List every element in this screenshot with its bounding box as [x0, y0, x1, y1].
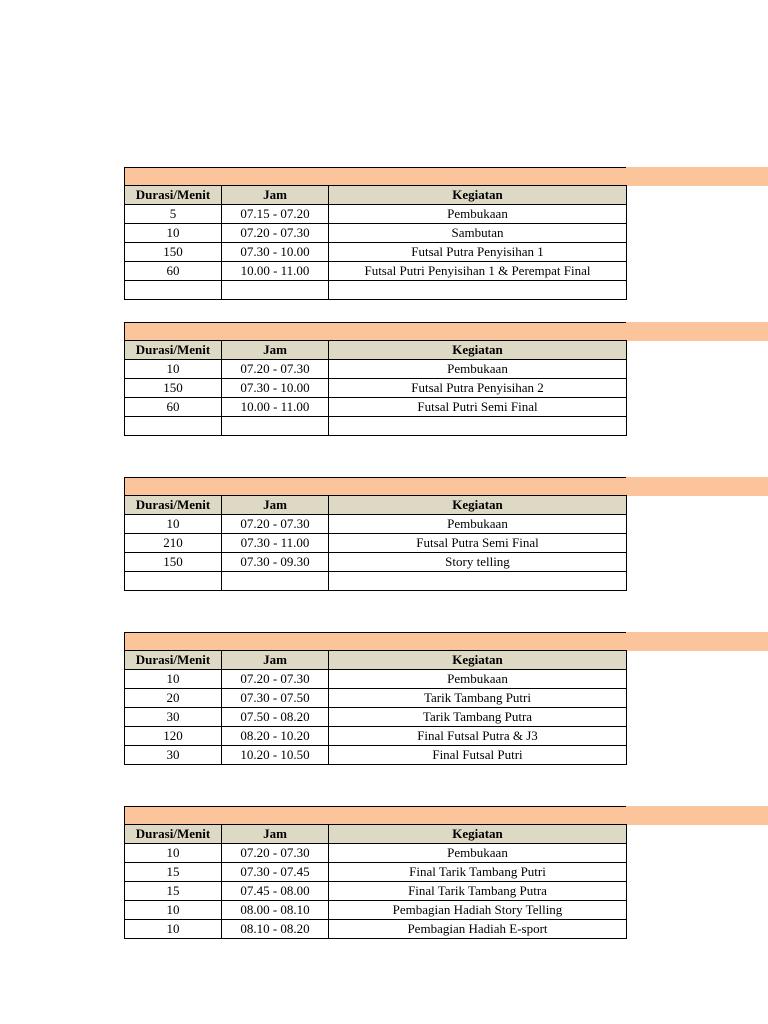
- session-header-band: [124, 322, 768, 341]
- cell-jam: 07.30 - 07.45: [222, 863, 329, 882]
- header-durasi: Durasi/Menit: [125, 496, 222, 515]
- cell-jam: 07.30 - 07.50: [222, 689, 329, 708]
- header-durasi: Durasi/Menit: [125, 186, 222, 205]
- session-header-band: [124, 477, 768, 496]
- cell-durasi: 60: [125, 262, 222, 281]
- header-kegiatan: Kegiatan: [329, 341, 627, 360]
- cell-durasi: 10: [125, 901, 222, 920]
- table-header-row: [125, 496, 627, 515]
- cell-kegiatan: Tarik Tambang Putra: [329, 708, 627, 727]
- cell-durasi: 60: [125, 398, 222, 417]
- session-header-band: [124, 806, 768, 825]
- cell-durasi: 10: [125, 515, 222, 534]
- cell-durasi: 10: [125, 224, 222, 243]
- table-row: [125, 553, 627, 572]
- band-border: [124, 322, 626, 323]
- cell-jam: [222, 572, 329, 591]
- schedule-table: [124, 824, 627, 939]
- header-durasi: Durasi/Menit: [125, 825, 222, 844]
- cell-jam: 07.20 - 07.30: [222, 844, 329, 863]
- header-kegiatan: Kegiatan: [329, 825, 627, 844]
- header-kegiatan: Kegiatan: [329, 651, 627, 670]
- table-row: [125, 746, 627, 765]
- cell-durasi: 10: [125, 670, 222, 689]
- band-border: [124, 322, 125, 341]
- band-border: [124, 477, 626, 478]
- header-kegiatan: Kegiatan: [329, 496, 627, 515]
- cell-durasi: 150: [125, 243, 222, 262]
- table-row: [125, 515, 627, 534]
- table-row: [125, 224, 627, 243]
- cell-durasi: 10: [125, 360, 222, 379]
- cell-jam: 07.20 - 07.30: [222, 224, 329, 243]
- cell-kegiatan: Futsal Putri Penyisihan 1 & Perempat Final: [329, 262, 627, 281]
- cell-kegiatan: Futsal Putri Semi Final: [329, 398, 627, 417]
- table-header-row: [125, 825, 627, 844]
- table-row: [125, 379, 627, 398]
- band-border: [124, 167, 626, 168]
- cell-durasi: 15: [125, 863, 222, 882]
- header-jam: Jam: [222, 651, 329, 670]
- cell-durasi: 210: [125, 534, 222, 553]
- schedule-table: [124, 185, 627, 300]
- cell-jam: 07.15 - 07.20: [222, 205, 329, 224]
- cell-jam: [222, 417, 329, 436]
- cell-kegiatan: Tarik Tambang Putri: [329, 689, 627, 708]
- cell-durasi: 20: [125, 689, 222, 708]
- cell-jam: 07.30 - 09.30: [222, 553, 329, 572]
- cell-durasi: 150: [125, 553, 222, 572]
- cell-kegiatan: Futsal Putra Semi Final: [329, 534, 627, 553]
- cell-durasi: 120: [125, 727, 222, 746]
- cell-jam: 07.30 - 10.00: [222, 379, 329, 398]
- cell-kegiatan: Story telling: [329, 553, 627, 572]
- cell-kegiatan: Final Tarik Tambang Putra: [329, 882, 627, 901]
- table-row: [125, 572, 627, 591]
- cell-jam: 07.45 - 08.00: [222, 882, 329, 901]
- cell-durasi: 5: [125, 205, 222, 224]
- table-row: [125, 670, 627, 689]
- cell-jam: 10.20 - 10.50: [222, 746, 329, 765]
- header-kegiatan: Kegiatan: [329, 186, 627, 205]
- cell-durasi: [125, 572, 222, 591]
- band-border: [124, 167, 125, 186]
- cell-kegiatan: [329, 572, 627, 591]
- cell-durasi: 15: [125, 882, 222, 901]
- cell-jam: 07.30 - 11.00: [222, 534, 329, 553]
- cell-jam: 07.20 - 07.30: [222, 360, 329, 379]
- table-row: [125, 417, 627, 436]
- header-durasi: Durasi/Menit: [125, 341, 222, 360]
- cell-jam: 08.20 - 10.20: [222, 727, 329, 746]
- header-jam: Jam: [222, 496, 329, 515]
- table-header-row: [125, 651, 627, 670]
- table-row: [125, 360, 627, 379]
- band-border: [124, 477, 125, 496]
- cell-jam: 07.20 - 07.30: [222, 515, 329, 534]
- cell-kegiatan: Pembukaan: [329, 205, 627, 224]
- cell-durasi: 30: [125, 746, 222, 765]
- table-row: [125, 901, 627, 920]
- cell-kegiatan: Pembukaan: [329, 844, 627, 863]
- table-row: [125, 727, 627, 746]
- cell-durasi: [125, 417, 222, 436]
- cell-jam: 08.10 - 08.20: [222, 920, 329, 939]
- cell-durasi: 150: [125, 379, 222, 398]
- header-jam: Jam: [222, 186, 329, 205]
- cell-kegiatan: Final Futsal Putra & J3: [329, 727, 627, 746]
- cell-jam: 10.00 - 11.00: [222, 262, 329, 281]
- band-border: [124, 806, 125, 825]
- table-header-row: [125, 186, 627, 205]
- header-durasi: Durasi/Menit: [125, 651, 222, 670]
- cell-kegiatan: Final Tarik Tambang Putri: [329, 863, 627, 882]
- cell-jam: 07.20 - 07.30: [222, 670, 329, 689]
- cell-durasi: 10: [125, 920, 222, 939]
- cell-kegiatan: Final Futsal Putri: [329, 746, 627, 765]
- header-jam: Jam: [222, 825, 329, 844]
- schedule-table: [124, 340, 627, 436]
- cell-durasi: [125, 281, 222, 300]
- band-border: [124, 632, 125, 651]
- table-row: [125, 882, 627, 901]
- cell-durasi: 10: [125, 844, 222, 863]
- cell-kegiatan: [329, 281, 627, 300]
- cell-kegiatan: Pembukaan: [329, 670, 627, 689]
- cell-kegiatan: Pembagian Hadiah E-sport: [329, 920, 627, 939]
- table-row: [125, 844, 627, 863]
- header-jam: Jam: [222, 341, 329, 360]
- cell-kegiatan: Pembukaan: [329, 515, 627, 534]
- table-row: [125, 262, 627, 281]
- table-row: [125, 708, 627, 727]
- cell-kegiatan: Sambutan: [329, 224, 627, 243]
- cell-kegiatan: Futsal Putra Penyisihan 2: [329, 379, 627, 398]
- cell-jam: 07.30 - 10.00: [222, 243, 329, 262]
- cell-kegiatan: Pembagian Hadiah Story Telling: [329, 901, 627, 920]
- cell-jam: 07.50 - 08.20: [222, 708, 329, 727]
- band-border: [124, 806, 626, 807]
- cell-kegiatan: [329, 417, 627, 436]
- session-header-band: [124, 632, 768, 651]
- cell-jam: 10.00 - 11.00: [222, 398, 329, 417]
- cell-kegiatan: Pembukaan: [329, 360, 627, 379]
- table-row: [125, 689, 627, 708]
- schedule-table: [124, 650, 627, 765]
- table-header-row: [125, 341, 627, 360]
- cell-jam: 08.00 - 08.10: [222, 901, 329, 920]
- schedule-table: [124, 495, 627, 591]
- band-border: [124, 632, 626, 633]
- cell-kegiatan: Futsal Putra Penyisihan 1: [329, 243, 627, 262]
- table-row: [125, 281, 627, 300]
- table-row: [125, 920, 627, 939]
- table-row: [125, 534, 627, 553]
- table-row: [125, 243, 627, 262]
- table-row: [125, 398, 627, 417]
- table-row: [125, 863, 627, 882]
- cell-jam: [222, 281, 329, 300]
- table-row: [125, 205, 627, 224]
- session-header-band: [124, 167, 768, 186]
- cell-durasi: 30: [125, 708, 222, 727]
